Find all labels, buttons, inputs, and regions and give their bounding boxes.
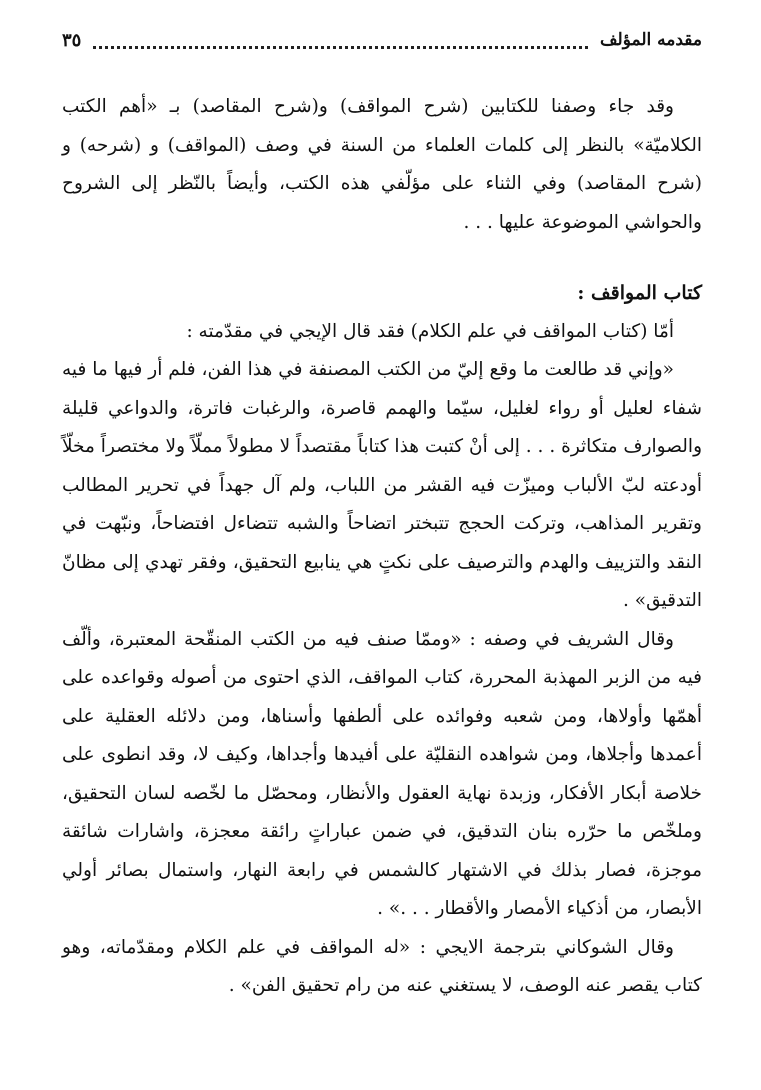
iji-intro-paragraph: أمّا (كتاب المواقف في علم الكلام) فقد قال الإيجي في مقدّمته : bbox=[186, 320, 674, 342]
section-gap bbox=[62, 242, 702, 274]
running-header bbox=[62, 18, 702, 62]
iji-quote-paragraph: «وإني قد طالعت ما وقع إليّ من الكتب المصنفة في هذا الفن، فلم أر فيها ما فيه شفاء لعليل أو رواء لغليل، سيّما والهمم قاصرة، والرغبات فاترة، والدواعي قليلة والصوارف متكاثرة . . . إلى أنْ كتبت هذا كتاباً مقتصداً لا مطولاً مملّاً ولا مختصراً مخلّاً أودعته لبّ الألباب وميزّت فيه القشر من اللباب، ولم آل جهداً في تحرير المطالب وتقرير المذاهب، وتركت الحجج تتبختر اتضاحاً والشبه تتضاءل افتضاحاً، ونبّهت في النقد والتزييف والهدم والترصيف على نكتٍ هي ينابيع التحقيق، وفقر تهدي إلى مظانّ التدقيق» . bbox=[62, 359, 702, 611]
sharif-quote-paragraph: وقال الشريف في وصفه : «وممّا صنف فيه من الكتب المنقّحة المعتبرة، وألّف فيه من الزبر المهذبة المحررة، كتاب المواقف، الذي احتوى من أصوله وقواعده على أهمّها وأولاها، ومن شعبه وفوائده على ألطفها وأسناها، ومن دلائله العقلية على أعمدها وأجلاها، ومن شواهده النقليّة على أفيدها وأجداها، وكيف لا، وقد انطوى على خلاصة أبكار الأفكار، وزبدة نهاية العقول والأنظار، ومحصّل ما لخّصه لسان التحقيق، وملخّص ما حرّره بنان التدقيق، في ضمن عباراتٍ رائقة معجزة، واشارات شائقة موجزة، فصار بذلك في الاشتهار كالشمس في رابعة النهار، واستمال بصائر أولي الأبصار، من أذكياء الأمصار والأقطار . . .» . bbox=[62, 628, 702, 919]
book-page bbox=[62, 18, 702, 1078]
page-body bbox=[62, 88, 702, 1006]
page-number: ٣٥ bbox=[62, 29, 82, 51]
intro-paragraph: وقد جاء وصفنا للكتابين (شرح المواقف) و(شرح المقاصد) بـ «أهم الكتب الكلاميّة» بالنظر إلى كلمات العلماء من السنة في وصف (المواقف) و (شرحه) و (شرح المقاصد) وفي الثناء على مؤلّفي هذه الكتب، وأيضاً بالنّظر إلى الشروح والحواشي الموضوعة عليها . . . bbox=[62, 96, 702, 233]
dotted-leader bbox=[93, 44, 588, 49]
header-title: مقدمه المؤلف bbox=[599, 30, 702, 50]
section-heading: كتاب المواقف : bbox=[577, 282, 702, 304]
shawkani-quote-paragraph: وقال الشوكاني بترجمة الايجي : «له المواقف في علم الكلام ومقدّماته، وهو كتاب يقصر عنه الوصف، لا يستغني عنه من رام تحقيق الفن» . bbox=[62, 936, 702, 996]
